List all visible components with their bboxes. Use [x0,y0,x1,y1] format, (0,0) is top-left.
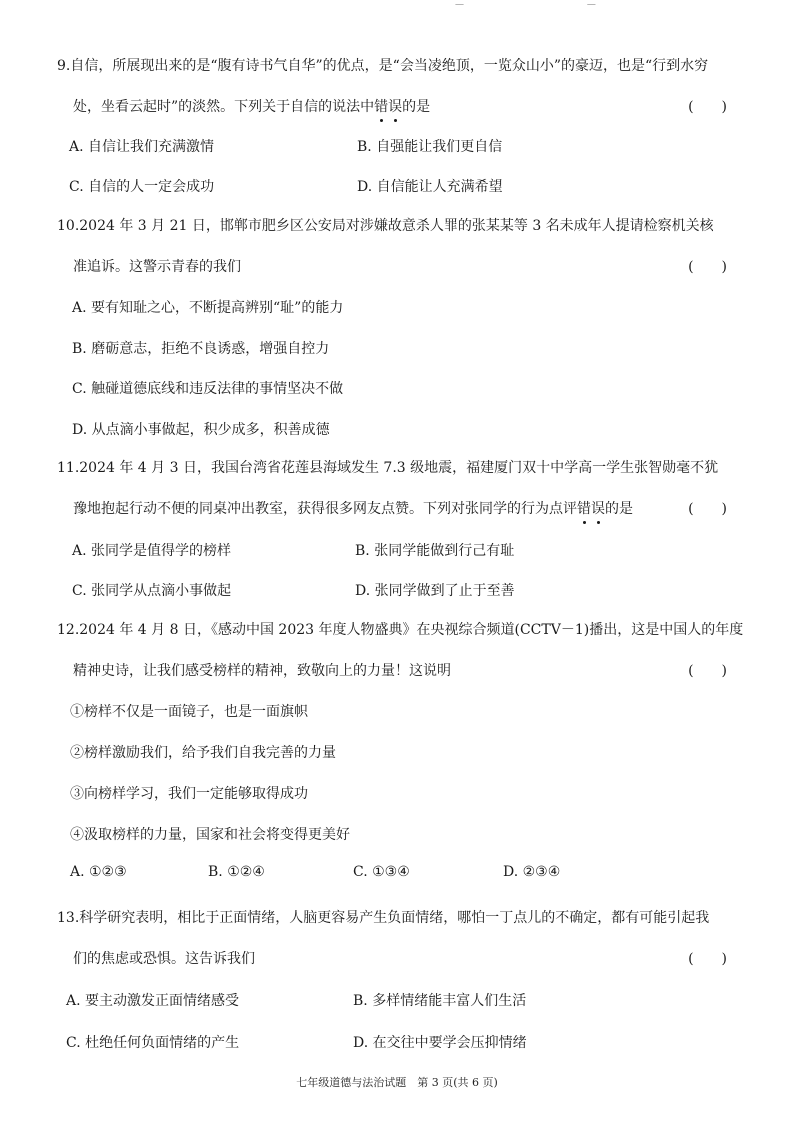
option-10-c: C. 触碰道德底线和违反法律的事情坚决不做 [72,381,344,397]
question-11-line2 [57,499,727,519]
option-12-a: A. ①②③ [70,864,127,880]
question-9-line1: 9.自信，所展现出来的是“腹有诗书气自华”的优点，是“会当凌绝顶，一览众山小”的豪迈，也是“行到水穷 [57,58,709,74]
question-10-line1: 10.2024 年 3 月 21 日，邯郸市肥乡区公安局对涉嫌故意杀人罪的张某某等 3 名未成年人提请检察机关核 [57,218,714,234]
statement-3: ③向榜样学习，我们一定能够取得成功 [70,786,308,802]
page-footer: 七年级道德与法治试题 第 3 页(共 6 页) [296,1076,498,1089]
option-9-a: A. 自信让我们充满激情 [69,139,215,155]
header-marks: — — [455,0,656,10]
emphasis-char: 误 [388,99,403,115]
option-13-b: B. 多样情绪能丰富人们生活 [353,993,527,1009]
option-9-b: B. 自强能让我们更自信 [357,139,503,155]
question-13-line1: 13.科学研究表明，相比于正面情绪，人脑更容易产生负面情绪，哪怕一丁点儿的不确定，都有可能引起我 [57,910,710,926]
question-9 [57,56,727,117]
option-9-c: C. 自信的人一定会成功 [69,179,215,195]
statement-1: ①榜样不仅是一面镜子，也是一面旗帜 [70,704,308,720]
emphasis-char: 错 [577,501,591,517]
answer-parenthesis: ( ) [688,501,727,517]
question-12 [57,620,744,681]
option-11-a: A. 张同学是值得学的榜样 [72,543,232,559]
answer-parenthesis: ( ) [688,99,727,115]
answer-parenthesis: ( ) [688,951,727,967]
question-9-stem [57,56,727,117]
question-12-line2: 精神史诗，让我们感受榜样的精神，致敬向上的力量！这说明 [73,663,451,679]
question-13-stem [57,908,727,969]
option-10-b: B. 磨砺意志，拒绝不良诱惑，增强自控力 [72,341,330,357]
question-10 [57,216,727,277]
question-11 [57,458,727,519]
answer-parenthesis: ( ) [688,663,727,679]
option-11-b: B. 张同学能做到行己有耻 [355,543,515,559]
question-13 [57,908,727,969]
option-11-c: C. 张同学从点滴小事做起 [72,583,232,599]
option-10-a: A. 要有知耻之心，不断提高辨别“耻”的能力 [72,300,344,316]
statement-2: ②榜样激励我们，给予我们自我完善的力量 [70,745,336,761]
option-13-d: D. 在交往中要学会压抑情绪 [353,1035,527,1051]
emphasis-char: 错 [374,99,389,115]
question-9-line2 [57,97,727,117]
option-13-c: C. 杜绝任何负面情绪的产生 [66,1035,240,1051]
question-10-stem [57,216,727,277]
option-9-d: D. 自信能让人充满希望 [357,179,503,195]
option-11-d: D. 张同学做到了止于至善 [355,583,515,599]
question-9-line2-end: 的是 [402,99,431,115]
question-12-stem [57,620,744,681]
answer-parenthesis: ( ) [688,259,727,275]
option-10-d: D. 从点滴小事做起，积少成多，积善成德 [72,422,330,438]
question-9-line2-text: 处，坐看云起时”的淡然。下列关于自信的说法中 [73,99,375,115]
question-11-line2-end: 的是 [605,501,633,517]
option-12-c: C. ①③④ [353,864,410,880]
option-12-d: D. ②③④ [503,864,561,880]
question-11-line1: 11.2024 年 4 月 3 日，我国台湾省花莲县海域发生 7.3 级地震，福建厦门双十中学高一学生张智勋毫不犹 [57,460,719,476]
question-11-stem [57,458,727,519]
emphasis-char: 误 [591,501,605,517]
question-12-line1: 12.2024 年 4 月 8 日，《感动中国 2023 年度人物盛典》在央视综合频道(CCTV－1)播出，这是中国人的年度 [57,622,744,638]
question-10-line2: 准追诉。这警示青春的我们 [73,259,241,275]
option-12-b: B. ①②④ [208,864,265,880]
statement-4: ④汲取榜样的力量，国家和社会将变得更美好 [70,827,350,843]
option-13-a: A. 要主动激发正面情绪感受 [66,993,240,1009]
question-11-line2-text: 豫地抱起行动不便的同桌冲出教室，获得很多网友点赞。下列对张同学的行为点评 [73,501,577,517]
question-13-line2: 们的焦虑或恐惧。这告诉我们 [73,951,255,967]
